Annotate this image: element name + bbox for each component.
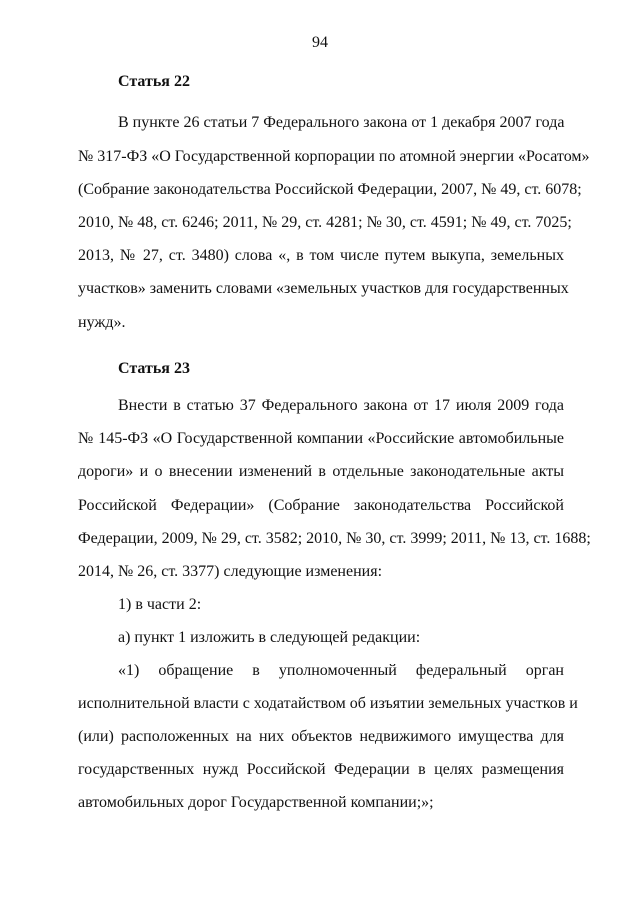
article-22-line-1: В пункте 26 статьи 7 Федерального закона от 1 декабря 2007 года <box>118 114 565 131</box>
article-23-quote-line-3: (или) расположенных на них объектов недвижимого имущества для <box>78 728 564 745</box>
article-22-line-6: участков» заменить словами «земельных участков для государственных <box>78 280 569 297</box>
article-23-quote-line-1: «1) обращение в уполномоченный федеральный орган <box>118 662 564 679</box>
article-23-heading: Статья 23 <box>118 360 190 377</box>
article-23-intro-line-1: Внести в статью 37 Федерального закона от 17 июля 2009 года <box>118 397 564 414</box>
article-23-quote-line-4: государственных нужд Российской Федерации в целях размещения <box>78 761 564 778</box>
article-23-item-a: а) пункт 1 изложить в следующей редакции: <box>118 629 421 646</box>
article-23-intro-line-4: Российской Федерации» (Собрание законодательства Российской <box>78 497 564 514</box>
page-number: 94 <box>312 34 328 51</box>
article-22-heading: Статья 22 <box>118 73 190 90</box>
article-22-line-4: 2010, № 48, ст. 6246; 2011, № 29, ст. 4281; № 30, ст. 4591; № 49, ст. 7025; <box>78 214 572 231</box>
article-23-quote-line-2: исполнительной власти с ходатайством об изъятии земельных участков и <box>78 695 578 712</box>
article-22-line-3: (Собрание законодательства Российской Федерации, 2007, № 49, ст. 6078; <box>78 181 582 198</box>
article-22-line-5: 2013, № 27, ст. 3480) слова «, в том числе путем выкупа, земельных <box>78 247 564 264</box>
article-23-intro-line-6: 2014, № 26, ст. 3377) следующие изменения: <box>78 563 383 580</box>
article-23-quote-line-5: автомобильных дорог Государственной компании;»; <box>78 794 434 811</box>
article-23-intro-line-2: № 145-ФЗ «О Государственной компании «Российские автомобильные <box>78 430 564 447</box>
article-22-line-2: № 317-ФЗ «О Государственной корпорации по атомной энергии «Росатом» <box>78 148 590 165</box>
article-23-intro-line-3: дороги» и о внесении изменений в отдельные законодательные акты <box>78 463 564 480</box>
article-23-item-1: 1) в части 2: <box>118 596 202 613</box>
article-22-line-7: нужд». <box>78 314 126 331</box>
article-23-intro-line-5: Федерации, 2009, № 29, ст. 3582; 2010, № 30, ст. 3999; 2011, № 13, ст. 1688; <box>78 530 591 547</box>
